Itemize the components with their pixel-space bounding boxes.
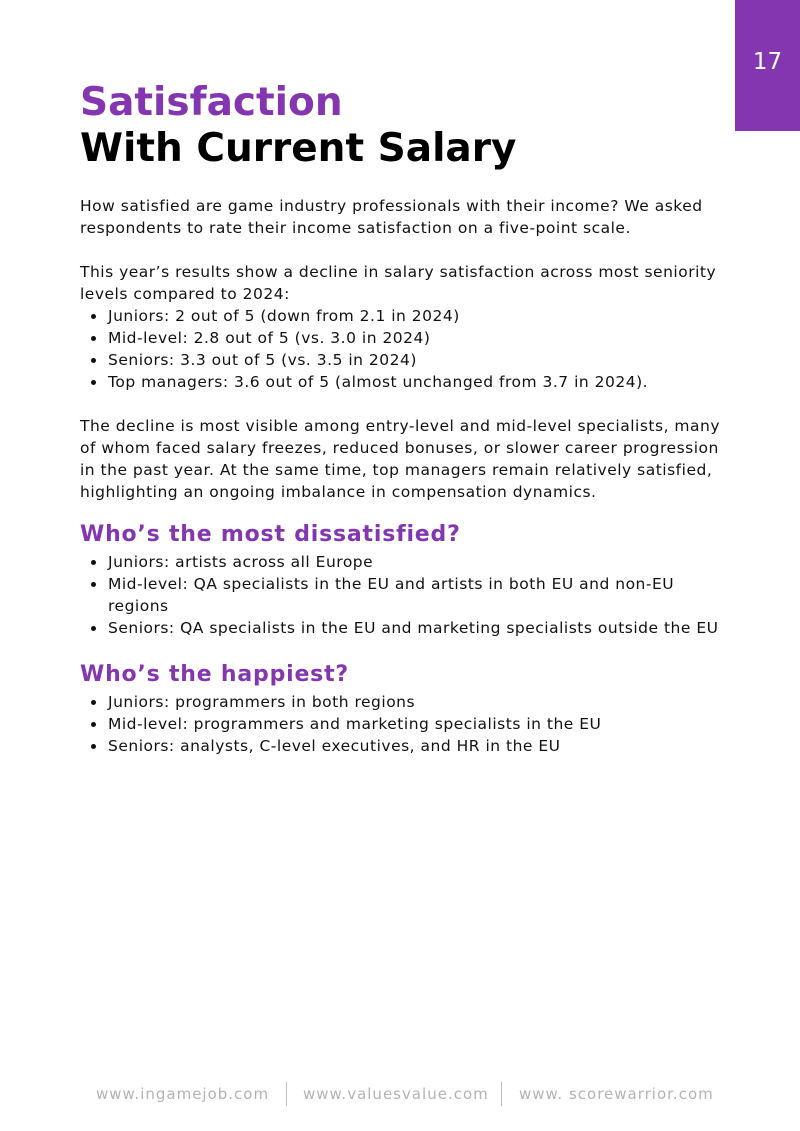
footer-link-scorewarrior[interactable]: www. scorewarrior.com (519, 1085, 714, 1103)
article-body (80, 195, 730, 757)
list-item: Seniors: analysts, C-level executives, and HR in the EU (108, 735, 730, 757)
results-list (80, 305, 730, 393)
page-title-highlight: Satisfaction (80, 80, 343, 125)
happiest-heading: Who’s the happiest? (80, 662, 349, 687)
list-item: Top managers: 3.6 out of 5 (almost unchanged from 3.7 in 2024). (108, 371, 730, 393)
page-number-tab (735, 0, 800, 131)
list-item: Seniors: 3.3 out of 5 (vs. 3.5 in 2024) (108, 349, 730, 371)
list-item: Juniors: programmers in both regions (108, 691, 730, 713)
analysis-paragraph: The decline is most visible among entry-level and mid-level specialists, many of whom faced salary freezes, reduced bonuses, or slower career progression in the past year. At the same time, top managers remain relatively satisfied, highlighting an ongoing imbalance in compensation dynamics. (80, 417, 721, 501)
list-item: Mid-level: 2.8 out of 5 (vs. 3.0 in 2024) (108, 327, 730, 349)
happiest-list (80, 691, 730, 757)
dissatisfied-list (80, 551, 730, 639)
list-item: Juniors: artists across all Europe (108, 551, 730, 573)
page-footer (0, 1082, 800, 1106)
spacer (80, 393, 730, 415)
page-title: With Current Salary (80, 126, 517, 171)
results-intro-paragraph: This year’s results show a decline in salary satisfaction across most seniority levels compared to 2024: (80, 263, 717, 303)
spacer (80, 239, 730, 261)
footer-divider (286, 1082, 287, 1106)
list-item: Mid-level: QA specialists in the EU and artists in both EU and non-EU regions (108, 573, 730, 617)
list-item: Juniors: 2 out of 5 (down from 2.1 in 2024) (108, 305, 730, 327)
list-item: Mid-level: programmers and marketing specialists in the EU (108, 713, 730, 735)
list-item: Seniors: QA specialists in the EU and marketing specialists outside the EU (108, 617, 730, 639)
dissatisfied-heading: Who’s the most dissatisfied? (80, 522, 461, 547)
intro-paragraph: How satisfied are game industry professionals with their income? We asked respondents to rate their income satisfaction on a five-point scale. (80, 197, 703, 237)
footer-divider (501, 1082, 502, 1106)
page-number: 17 (752, 49, 783, 75)
footer-link-valuesvalue[interactable]: www.valuesvalue.com (303, 1085, 489, 1103)
footer-link-ingamejob[interactable]: www.ingamejob.com (96, 1085, 270, 1103)
